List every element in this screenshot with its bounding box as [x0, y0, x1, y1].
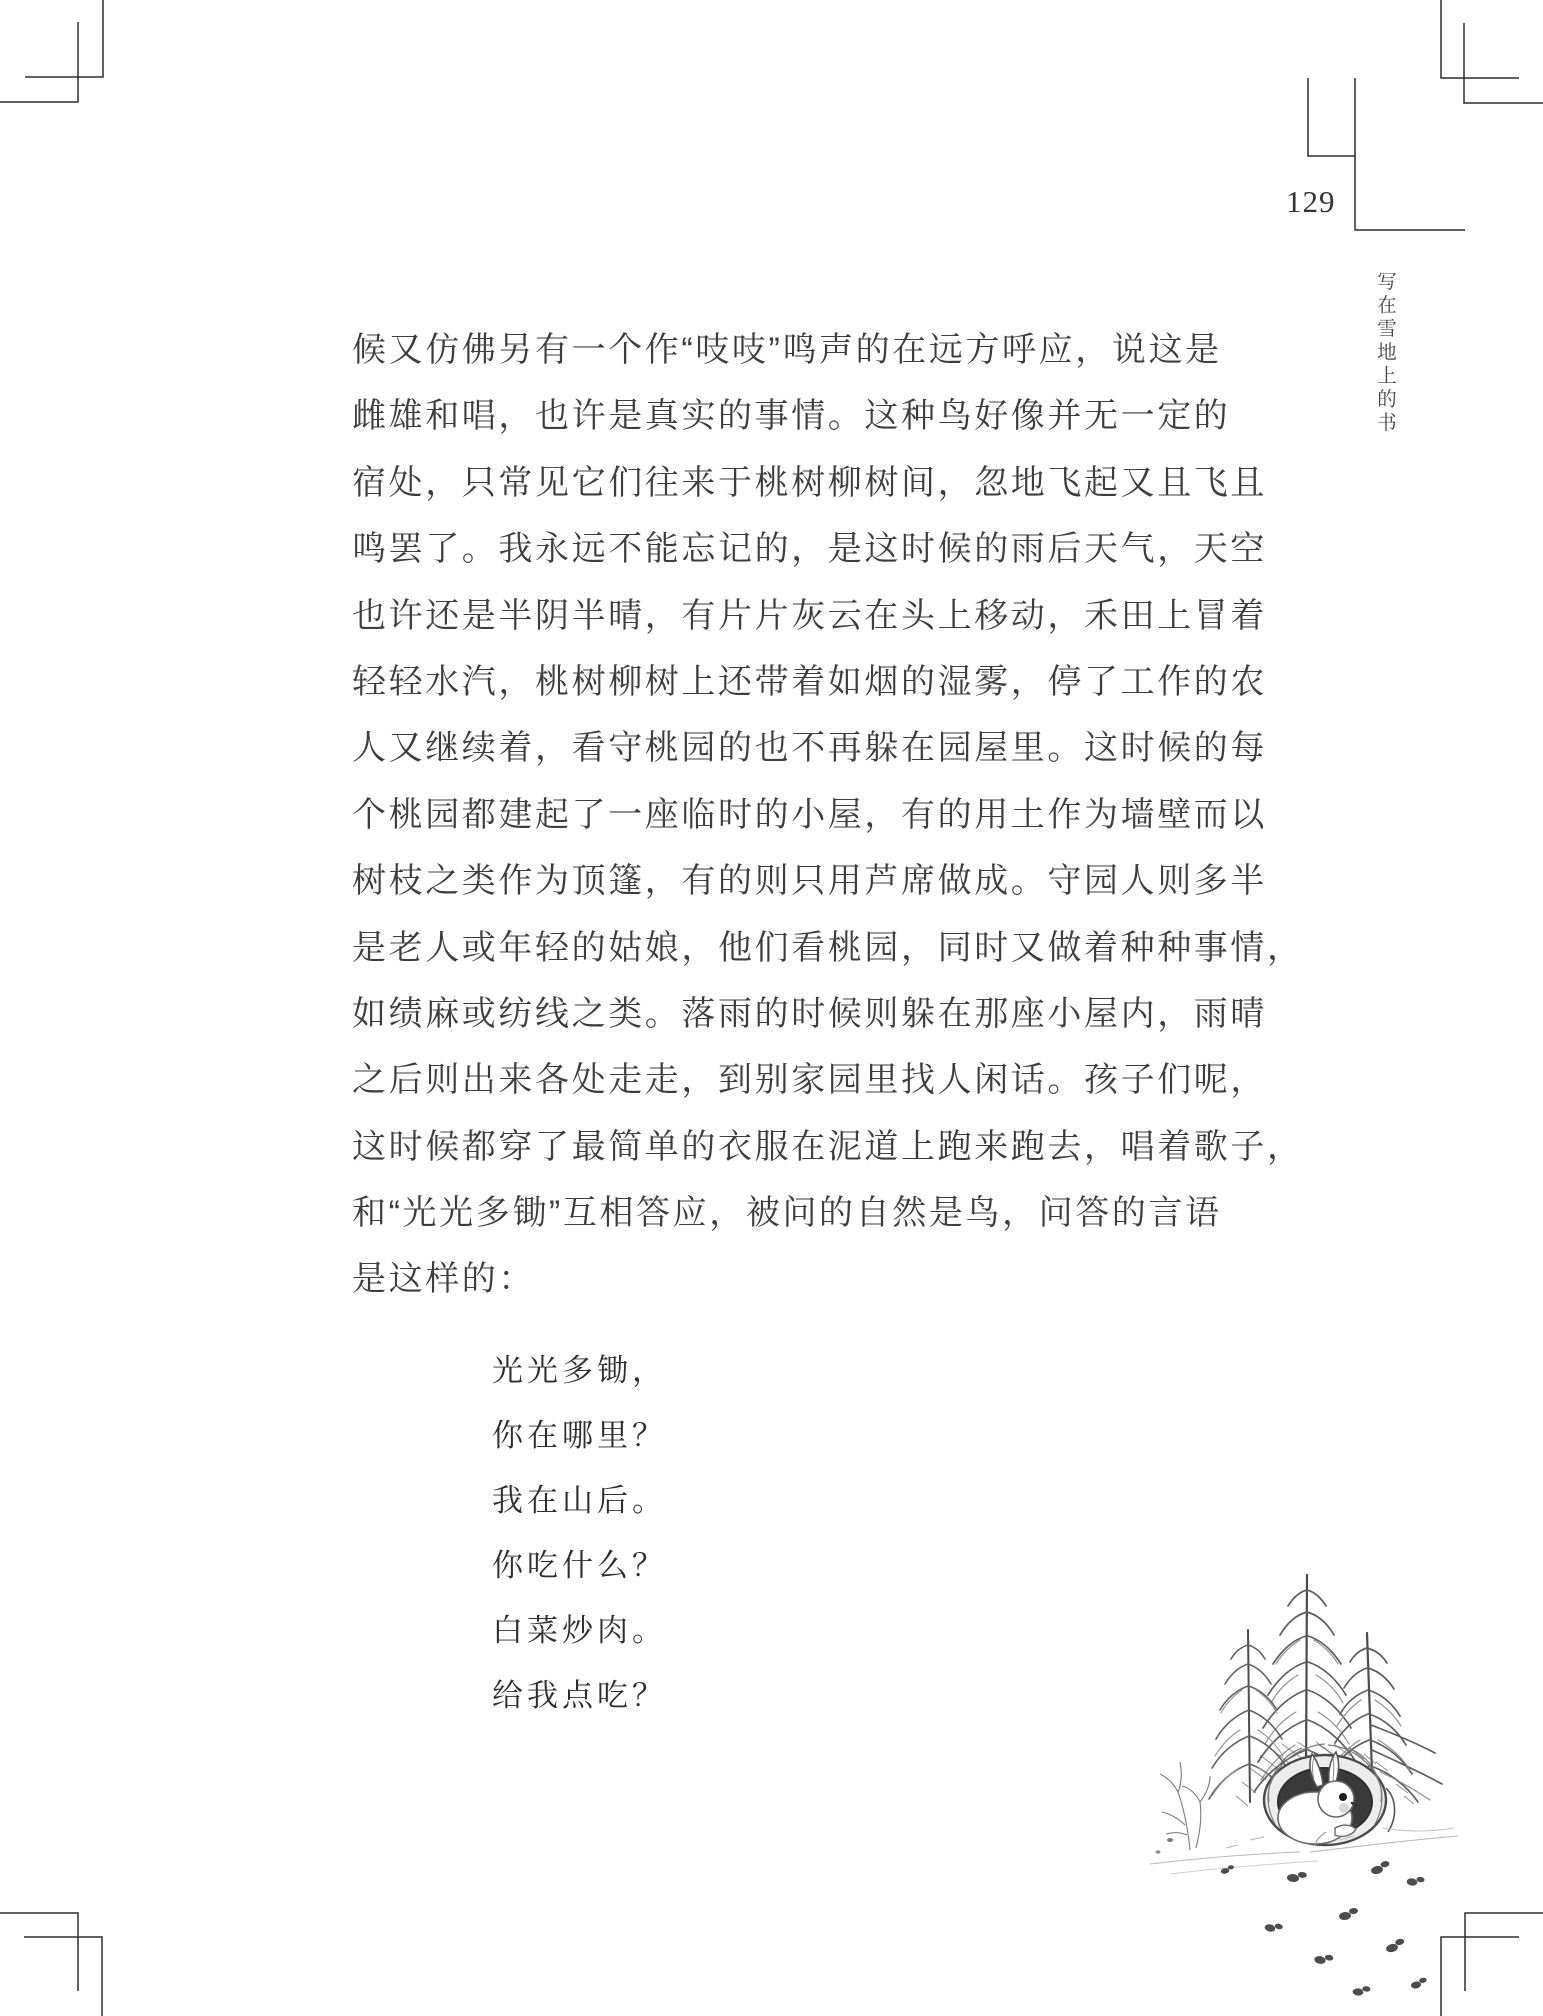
- bare-twigs: [1160, 1762, 1210, 1850]
- rhyme-line: 白菜炒肉。: [492, 1613, 667, 1648]
- body-line: 候又仿佛另有一个作“吱吱”鸣声的在远方呼应，说这是: [352, 331, 1222, 369]
- rhyme-block: [492, 1338, 667, 1728]
- body-line: 人又继续着，看守桃园的也不再躲在园屋里。这时候的每: [352, 729, 1267, 768]
- fir-tree-center: [1254, 1575, 1360, 1792]
- corner-mark-bottom-left-a: [0, 1913, 78, 1991]
- body-line: 和“光光多锄”互相答应，被问的自然是鸟，问答的言语: [352, 1194, 1222, 1233]
- corner-mark-top-right-a: [1441, 0, 1519, 78]
- body-line: 这时候都穿了最简单的衣服在泥道上跑来跑去，唱着歌子，: [352, 1127, 1304, 1166]
- rhyme-line: 给我点吃？: [492, 1678, 667, 1713]
- fir-tree-right: [1327, 1633, 1442, 1802]
- running-title-vertical: 写在雪地上的书: [1374, 271, 1396, 436]
- corner-mark-top-left-a: [25, 0, 103, 77]
- body-line: 是老人或年轻的姑娘，他们看桃园，同时又做着种种事情，: [352, 928, 1304, 967]
- rhyme-line: 你在哪里？: [492, 1418, 667, 1453]
- body-line: 个桃园都建起了一座临时的小屋，有的用土作为墙壁而以: [352, 795, 1267, 834]
- snow-ground: [1150, 1828, 1458, 1874]
- body-line: 树枝之类作为顶篷，有的则只用芦席做成。守园人则多半: [352, 862, 1267, 901]
- corner-mark-bottom-right-b: [1441, 1937, 1519, 2016]
- rhyme-line: 你吃什么？: [492, 1548, 667, 1583]
- body-line: 雌雄和唱，也许是真实的事情。这种鸟好像并无一定的: [352, 397, 1231, 436]
- rhyme-line: 我在山后。: [492, 1483, 667, 1518]
- foliage-shading: [1236, 1742, 1414, 1806]
- corner-mark-bottom-right-a: [1465, 1913, 1543, 1991]
- body-line: 之后则出来各处走走，到别家园里找人闲话。孩子们呢，: [352, 1061, 1267, 1100]
- rabbit-eye: [1339, 1793, 1347, 1801]
- rabbit: [1278, 1752, 1356, 1845]
- hollow-log: [1264, 1744, 1395, 1845]
- body-line: 如绩麻或纺线之类。落雨的时候则躲在那座小屋内，雨晴: [352, 994, 1267, 1033]
- body-line: 鸣罢了。我永远不能忘记的，是这时候的雨后天气，天空: [352, 530, 1267, 569]
- body-line: 轻轻水汽，桃树柳树上还带着如烟的湿雾，停了工作的农: [352, 662, 1267, 701]
- rabbit-in-log-illustration: [1130, 1540, 1460, 2016]
- fir-tree-left: [1209, 1630, 1290, 1802]
- body-paragraph: [352, 317, 1304, 1313]
- page-number: 129: [1286, 184, 1336, 219]
- body-line: 是这样的：: [352, 1260, 535, 1299]
- footprints: [1156, 1838, 1428, 1996]
- body-line: 也许还是半阴半晴，有片片灰云在头上移动，禾田上冒着: [352, 596, 1267, 635]
- rhyme-line: 光光多锄，: [492, 1353, 667, 1388]
- body-line: 宿处，只常见它们往来于桃树柳树间，忽地飞起又且飞且: [352, 463, 1267, 502]
- corner-mark-bottom-left-b: [24, 1937, 102, 2016]
- corner-mark-top-right-b: [1464, 23, 1543, 103]
- corner-mark-top-left-b: [0, 22, 78, 102]
